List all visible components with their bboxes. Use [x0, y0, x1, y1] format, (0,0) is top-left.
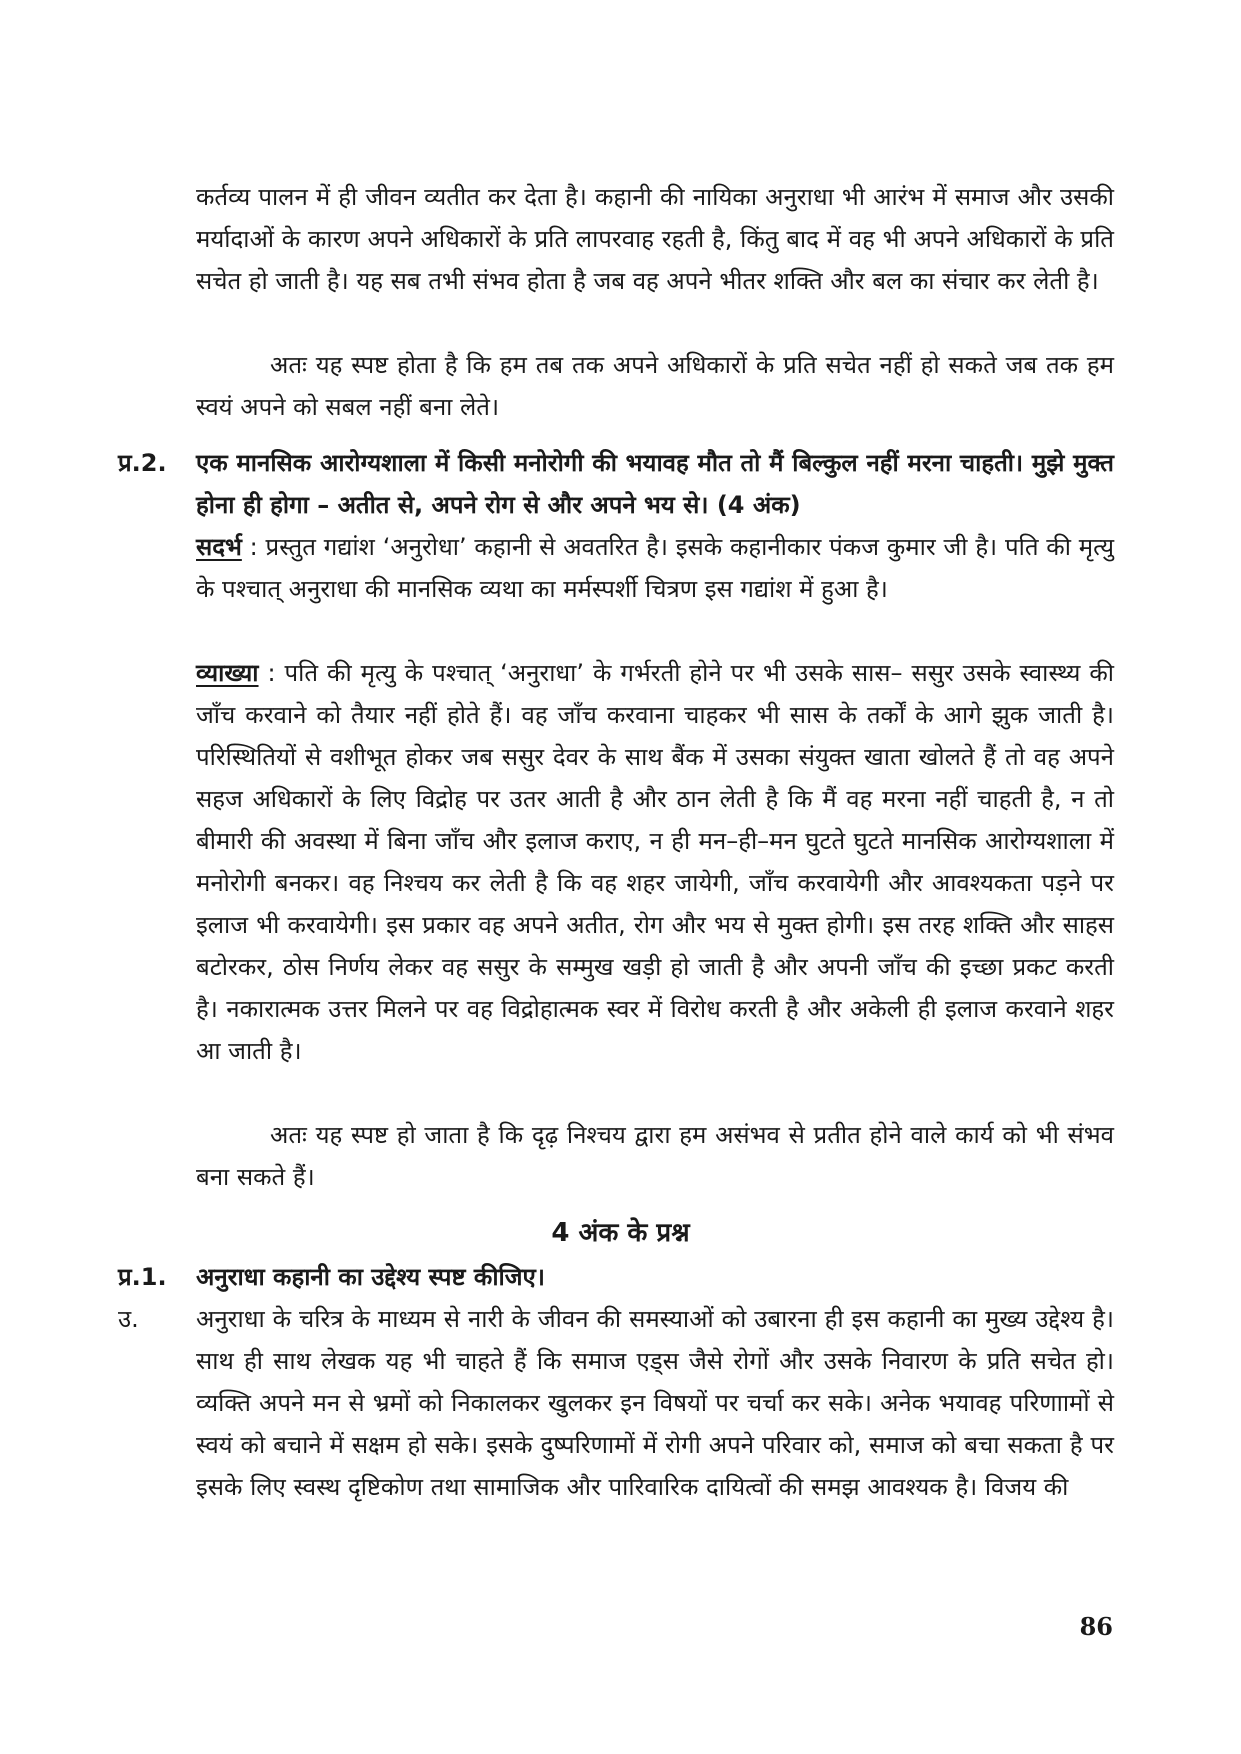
- intro-paragraph-1: कर्तव्य पालन में ही जीवन व्यतीत कर देता है। कहानी की नायिका अनुराधा भी आरंभ में समाज और उसकी मर्यादाओं के कारण अपने अधिकारों के प्रति लापरवाह रहती है, किंतु बाद में वह भी अपने अधिकारों के प्रति सचेत हो जाती है। यह सब तभी संभव होता है जब वह अपने भीतर शक्ति और बल का संचार कर लेती है।: [196, 183, 1114, 295]
- explanation-paragraph: [196, 652, 1114, 1072]
- explanation-label: व्याख्या: [196, 659, 259, 687]
- question-2-text: एक मानसिक आरोग्यशाला में किसी मनोरोगी की भयावह मौत तो मैं बिल्कुल नहीं मरना चाहती। मुझे मुक्त होना ही होगा – अतीत से, अपने रोग से और अपने भय से। (4 अंक): [196, 449, 1114, 519]
- question-1-text: अनुराधा कहानी का उद्देश्य स्पष्ट कीजिए।: [196, 1263, 545, 1291]
- conclusion-paragraph: अतः यह स्पष्ट हो जाता है कि दृढ़ निश्चय द्वारा हम असंभव से प्रतीत होने वाले कार्य को भी संभव बना सकते हैं।: [196, 1121, 1114, 1191]
- context-paragraph: [196, 526, 1114, 610]
- question-2-number: प्र.2.: [118, 449, 167, 477]
- section-heading: 4 अंक के प्रश्न: [551, 1218, 690, 1248]
- explanation-text: : पति की मृत्यु के पश्चात् ‘अनुराधा’ के गर्भरती होने पर भी उसके सास– ससुर उसके स्वास्थ्य की जाँच करवाने को तैयार नहीं होते हैं। वह जाँच करवाना चाहकर भी सास के तर्कों के आगे झुक जाती है। परिस्थितियों से वशीभूत होकर जब ससुर देवर के साथ बैंक में उसका संयुक्त खाता खोलते हैं तो वह अपने सहज अधिकारों के लिए विद्रोह पर उतर आती है और ठान लेती है कि मैं वह मरना नहीं चाहती है, न तो बीमारी की अवस्था में बिना जाँच और इलाज कराए, न ही मन–ही–मन घुटते घुटते मानसिक आरोग्यशाला में मनोरोगी बनकर। वह निश्चय कर लेती है कि वह शहर जायेगी, जाँच करवायेगी और आवश्यकता पड़ने पर इलाज भी करवायेगी। इस प्रकार वह अपने अतीत, रोग और भय से मुक्त होगी। इस तरह शक्ति और साहस बटोरकर, ठोस निर्णय लेकर वह ससुर के सम्मुख खड़ी हो जाती है और अपनी जाँच की इच्छा प्रकट करती है। नकारात्मक उत्तर मिलने पर वह विद्रोहात्मक स्वर में विरोध करती है और अकेली ही इलाज करवाने शहर आ जाती है।: [196, 659, 1114, 1065]
- context-text: : प्रस्तुत गद्यांश ‘अनुरोधा’ कहानी से अवतरित है। इसके कहानीकार पंकज कुमार जी है। पति की मृत्यु के पश्चात् अनुराधा की मानसिक व्यथा का मर्मस्पर्शी चित्रण इस गद्यांश में हुआ है।: [196, 533, 1114, 603]
- context-label: सदर्भ: [196, 533, 242, 561]
- page-number: 86: [1079, 1612, 1113, 1641]
- answer-marker: उ.: [118, 1305, 139, 1333]
- answer-1-text: अनुराधा के चरित्र के माध्यम से नारी के जीवन की समस्याओं को उबारना ही इस कहानी का मुख्य उद्देश्य है। साथ ही साथ लेखक यह भी चाहते हैं कि समाज एड्स जैसे रोगों और उसके निवारण के प्रति सचेत हो। व्यक्ति अपने मन से भ्रमों को निकालकर खुलकर इन विषयों पर चर्चा कर सके। अनेक भयावह परिणाामों से स्वयं को बचाने में सक्षम हो सके। इसके दुष्परिणामों में रोगी अपने परिवार को, समाज को बचा सकता है पर इसके लिए स्वस्थ दृष्टिकोण तथा सामाजिक और पारिवारिक दायित्वों की समझ आवश्यक है। विजय की: [196, 1305, 1114, 1501]
- intro-paragraph-2: अतः यह स्पष्ट होता है कि हम तब तक अपने अधिकारों के प्रति सचेत नहीं हो सकते जब तक हम स्वयं अपने को सबल नहीं बना लेते।: [196, 351, 1114, 421]
- question-1-number: प्र.1.: [118, 1263, 167, 1291]
